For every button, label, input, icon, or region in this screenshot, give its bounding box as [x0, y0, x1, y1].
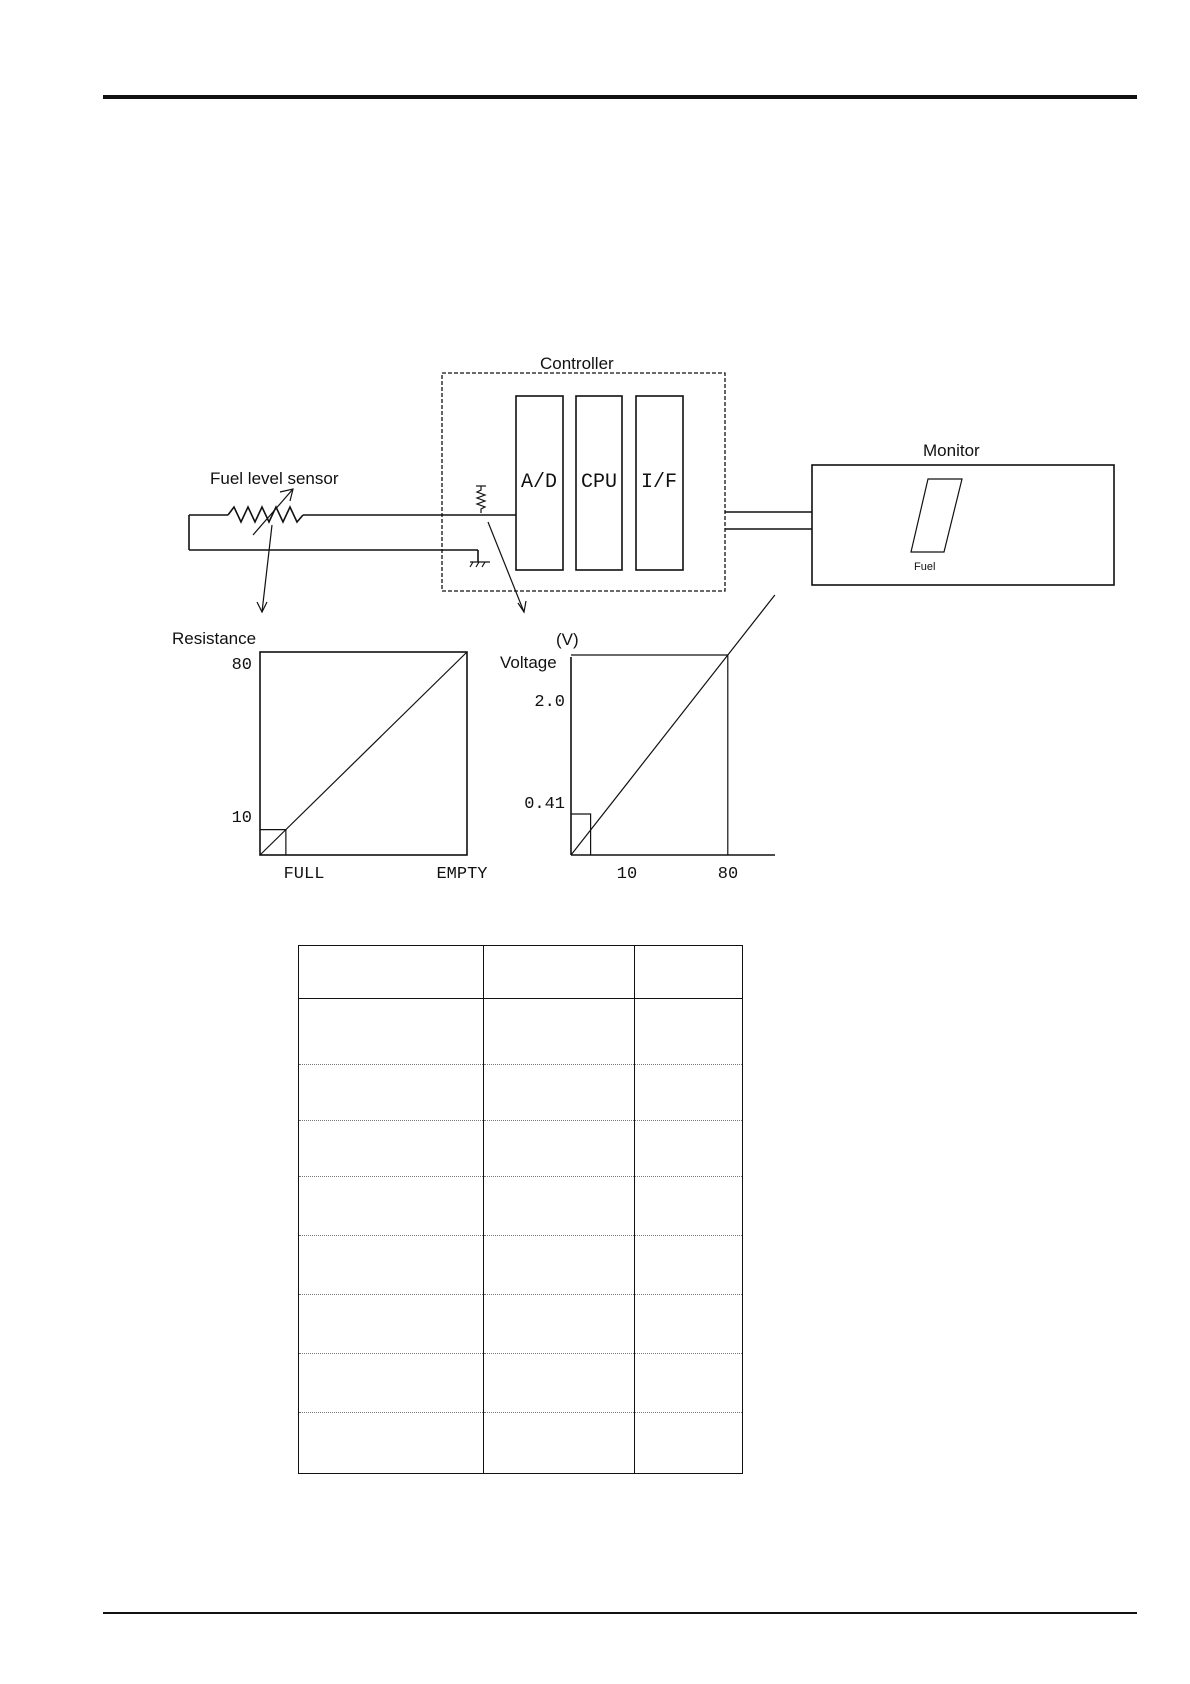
- table-cell: [635, 1295, 743, 1354]
- voltage-tick-80: 80: [717, 865, 739, 884]
- controller-label: Controller: [540, 354, 614, 373]
- table-cell: [483, 1177, 635, 1236]
- table-cell: [635, 1413, 743, 1474]
- table-header-row: [299, 946, 743, 999]
- table-cell: [483, 1413, 635, 1474]
- table-cell: [299, 1236, 484, 1295]
- table-cell: [483, 1295, 635, 1354]
- table-cell: [483, 1354, 635, 1413]
- table-cell: [483, 999, 635, 1065]
- table-header-cell: [483, 946, 635, 999]
- table-row: [299, 1065, 743, 1121]
- fuel-gauge-icon: [911, 479, 962, 552]
- table-cell: [483, 1121, 635, 1177]
- resistance-tick-10: 10: [231, 809, 252, 828]
- table-cell: [299, 1354, 484, 1413]
- resistance-axis-label: Resistance: [172, 629, 257, 648]
- voltage-tick-0-41: 0.41: [524, 795, 565, 814]
- table-cell: [299, 1121, 484, 1177]
- sensor-label: Fuel level sensor: [210, 469, 339, 488]
- voltage-tick-2-0: 2.0: [534, 693, 565, 712]
- monitor-box: [812, 465, 1114, 585]
- table-cell: [635, 1354, 743, 1413]
- table-cell: [635, 999, 743, 1065]
- table-row: [299, 1295, 743, 1354]
- pointer-arrow-voltage: [488, 522, 524, 612]
- table-cell: [635, 1121, 743, 1177]
- table-cell: [483, 1065, 635, 1121]
- resistance-tick-empty: EMPTY: [436, 865, 488, 884]
- resistance-tick-80: 80: [231, 656, 252, 675]
- table-cell: [299, 1177, 484, 1236]
- table-row: [299, 1177, 743, 1236]
- table-header-cell: [299, 946, 484, 999]
- pointer-arrow-resistance: [262, 525, 272, 612]
- table-row: [299, 999, 743, 1065]
- monitor-label: Monitor: [923, 441, 980, 460]
- ad-block-label: A/D: [520, 471, 558, 494]
- cpu-block-label: CPU: [580, 471, 618, 494]
- pullup-resistor: [477, 486, 485, 513]
- footer-rule: [103, 1612, 1137, 1614]
- table-row: [299, 1236, 743, 1295]
- voltage-tick-10: 10: [616, 865, 638, 884]
- table-row: [299, 1413, 743, 1474]
- table-cell: [299, 999, 484, 1065]
- resistance-tick-full: FULL: [283, 865, 325, 884]
- table-cell: [635, 1177, 743, 1236]
- table-cell: [299, 1065, 484, 1121]
- table-row: [299, 1354, 743, 1413]
- voltage-series-line: [571, 595, 775, 855]
- table-row: [299, 1121, 743, 1177]
- fuel-gauge-label: Fuel: [914, 561, 936, 573]
- voltage-axis-label: Voltage: [500, 653, 557, 672]
- table-header-cell: [635, 946, 743, 999]
- table-cell: [299, 1295, 484, 1354]
- voltage-unit-label: (V): [556, 630, 579, 649]
- spec-table: [298, 945, 743, 1474]
- table-cell: [483, 1236, 635, 1295]
- table-cell: [635, 1236, 743, 1295]
- resistance-series-line: [260, 652, 467, 855]
- table-cell: [299, 1413, 484, 1474]
- if-block-label: I/F: [640, 471, 678, 494]
- table-cell: [635, 1065, 743, 1121]
